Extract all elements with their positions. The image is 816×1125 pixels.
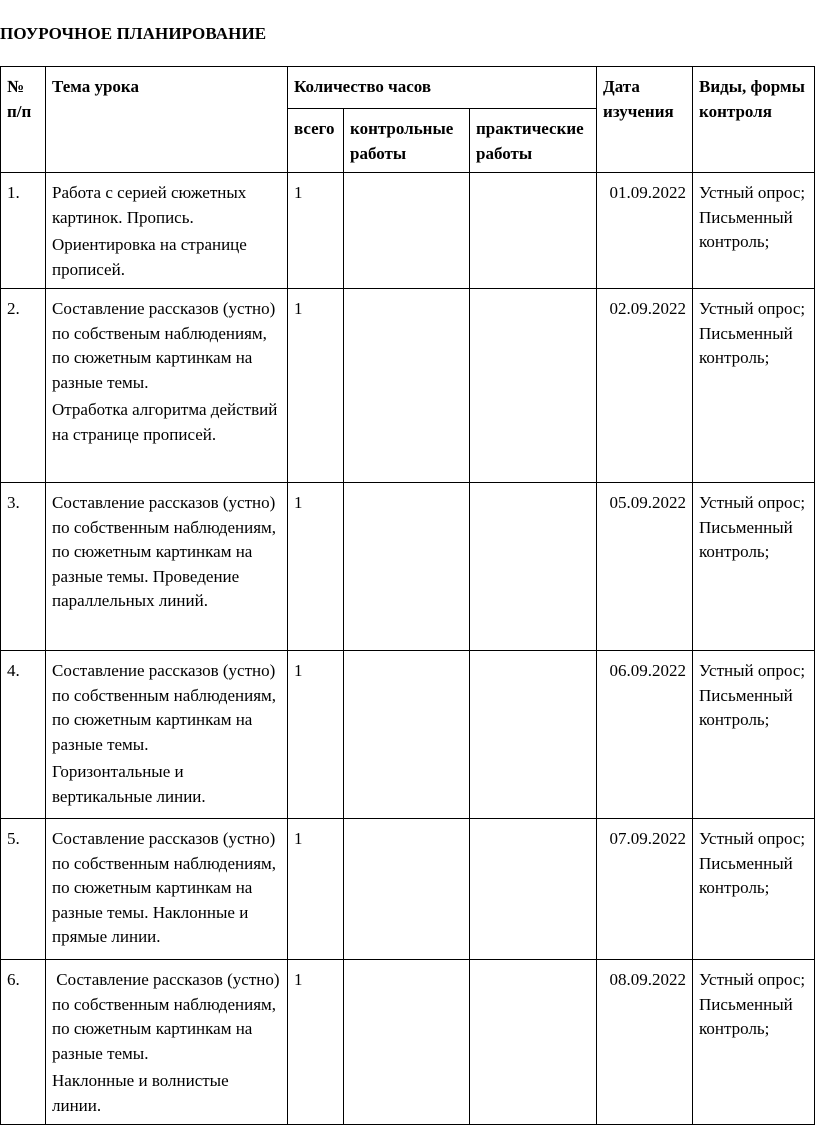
row-topic-part: Составление рассказов (устно) по собственным наблюдениям, по сюжетным картинкам на разные темы. Проведение параллельных линий. <box>52 493 281 610</box>
row-topic-part: Составление рассказов (устно) по собственным наблюдениям, по сюжетным картинкам на разные темы. <box>52 661 281 754</box>
row-topic-part: Наклонные и волнистые линии. <box>52 1071 233 1115</box>
row-number: 5. <box>1 819 46 960</box>
row-control-forms: Устный опрос; Письменный контроль; <box>693 483 815 651</box>
header-hours-practical: практические работы <box>470 109 597 173</box>
table-row <box>1 651 815 819</box>
row-topic-part: Ориентировка на странице прописей. <box>52 235 252 279</box>
row-number: 4. <box>1 651 46 819</box>
row-topic <box>46 651 288 819</box>
row-date: 08.09.2022 <box>597 960 693 1125</box>
row-date: 02.09.2022 <box>597 289 693 483</box>
row-date: 01.09.2022 <box>597 173 693 289</box>
row-hours-control <box>344 651 470 819</box>
row-hours-total: 1 <box>288 483 344 651</box>
table-row <box>1 819 815 960</box>
table-row <box>1 173 815 289</box>
row-hours-practical <box>470 651 597 819</box>
row-hours-total: 1 <box>288 173 344 289</box>
table-row <box>1 483 815 651</box>
row-hours-practical <box>470 289 597 483</box>
row-hours-practical <box>470 819 597 960</box>
lesson-plan-table <box>0 66 815 1125</box>
row-hours-total: 1 <box>288 651 344 819</box>
header-control-forms: Виды, формы контроля <box>693 67 815 173</box>
row-control-forms: Устный опрос; Письменный контроль; <box>693 173 815 289</box>
row-hours-practical <box>470 483 597 651</box>
row-hours-control <box>344 289 470 483</box>
page-title: ПОУРОЧНОЕ ПЛАНИРОВАНИЕ <box>0 24 267 43</box>
header-hours-total: всего <box>288 109 344 173</box>
table-row <box>1 289 815 483</box>
row-date: 06.09.2022 <box>597 651 693 819</box>
row-topic <box>46 819 288 960</box>
row-topic <box>46 289 288 483</box>
row-hours-control <box>344 173 470 289</box>
row-control-forms: Устный опрос; Письменный контроль; <box>693 651 815 819</box>
row-topic-part: Составление рассказов (устно) по собственным наблюдениям, по сюжетным картинкам на разные темы. Наклонные и прямые линии. <box>52 829 281 946</box>
row-topic-part: Горизонтальные и вертикальные линии. <box>52 762 206 806</box>
row-hours-practical <box>470 960 597 1125</box>
row-hours-practical <box>470 173 597 289</box>
row-topic-part: Составление рассказов (устно) по собственным наблюдениям, по сюжетным картинкам на разные темы. <box>52 970 284 1063</box>
row-topic <box>46 960 288 1125</box>
row-number: 6. <box>1 960 46 1125</box>
row-control-forms: Устный опрос; Письменный контроль; <box>693 960 815 1125</box>
table-body <box>1 173 815 1125</box>
row-topic-part: Работа с серией сюжетных картинок. Пропись. <box>52 183 251 227</box>
header-number: № п/п <box>1 67 46 173</box>
row-hours-total: 1 <box>288 819 344 960</box>
row-number: 3. <box>1 483 46 651</box>
row-hours-total: 1 <box>288 960 344 1125</box>
row-date: 05.09.2022 <box>597 483 693 651</box>
row-topic <box>46 173 288 289</box>
row-hours-total: 1 <box>288 289 344 483</box>
header-topic: Тема урока <box>46 67 288 173</box>
header-date: Дата изучения <box>597 67 693 173</box>
row-topic <box>46 483 288 651</box>
row-date: 07.09.2022 <box>597 819 693 960</box>
row-topic-part: Отработка алгоритма действий на странице прописей. <box>52 400 282 444</box>
row-number: 1. <box>1 173 46 289</box>
row-number: 2. <box>1 289 46 483</box>
row-control-forms: Устный опрос; Письменный контроль; <box>693 819 815 960</box>
header-hours: Количество часов <box>288 67 597 109</box>
header-hours-control: контрольные работы <box>344 109 470 173</box>
row-hours-control <box>344 483 470 651</box>
row-hours-control <box>344 819 470 960</box>
row-topic-part: Составление рассказов (устно) по собственым наблюдениям, по сюжетным картинкам на разные темы. <box>52 299 280 392</box>
table-row <box>1 960 815 1125</box>
header-row <box>1 67 815 109</box>
row-control-forms: Устный опрос; Письменный контроль; <box>693 289 815 483</box>
row-hours-control <box>344 960 470 1125</box>
